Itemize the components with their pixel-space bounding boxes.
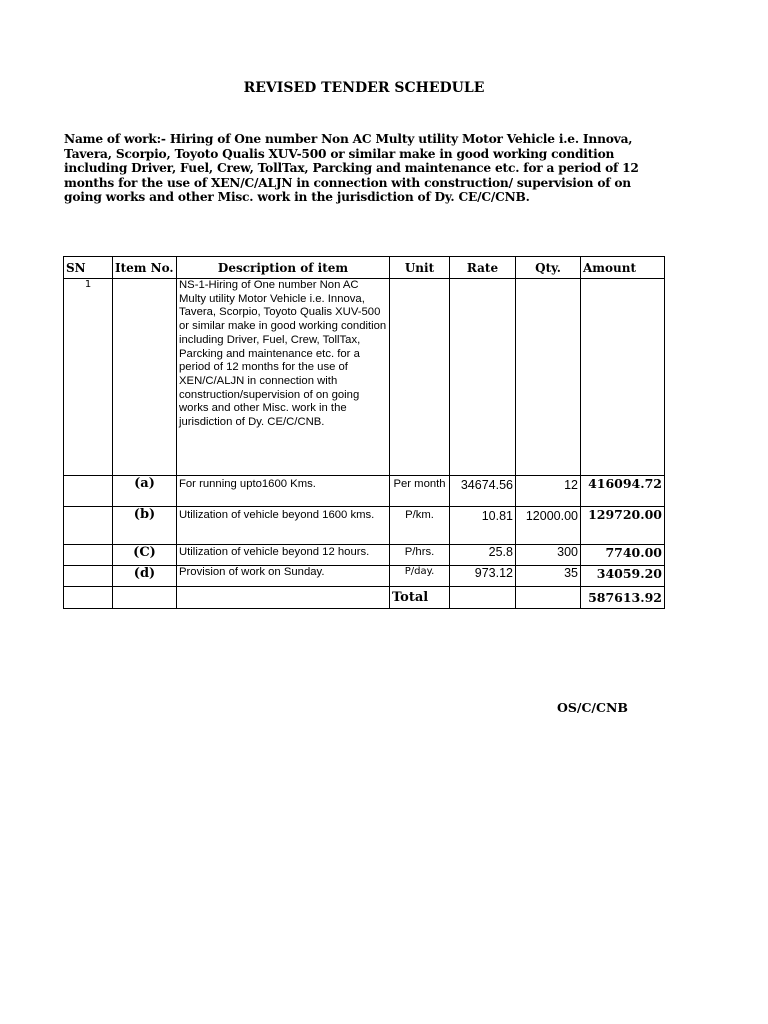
cell-amount-empty bbox=[581, 279, 665, 476]
cell-main-description: NS-1-Hiring of One number Non AC Multy utility Motor Vehicle i.e. Innova, Tavera, Scorpio, Toyoto Qualis XUV-500 or similar make in good working condition including Driver, Fuel, Crew, TollTax, Parcking and maintenance etc. for a period of 12 months for the use of XEN/C/ALJN in connection with construction/supervision of on going works and other Misc. work in the jurisdiction of Dy. CE/C/CNB. bbox=[177, 279, 390, 476]
tender-schedule-table bbox=[63, 256, 665, 609]
cell-empty bbox=[450, 587, 516, 609]
cell-amount: 416094.72 bbox=[581, 476, 665, 507]
header-description: Description of item bbox=[177, 257, 390, 279]
total-label: Total bbox=[390, 587, 450, 609]
cell-unit: P/km. bbox=[390, 507, 450, 545]
cell-unit-empty bbox=[390, 279, 450, 476]
table-row bbox=[64, 566, 665, 587]
cell-empty bbox=[64, 566, 113, 587]
header-amount: Amount bbox=[581, 257, 665, 279]
table-row bbox=[64, 507, 665, 545]
cell-description: Provision of work on Sunday. bbox=[177, 566, 390, 587]
cell-amount: 34059.20 bbox=[581, 566, 665, 587]
cell-empty bbox=[64, 545, 113, 566]
table-row bbox=[64, 545, 665, 566]
total-amount: 587613.92 bbox=[581, 587, 665, 609]
cell-item-no: (b) bbox=[113, 507, 177, 545]
cell-empty bbox=[64, 507, 113, 545]
cell-rate: 973.12 bbox=[450, 566, 516, 587]
cell-sn: 1 bbox=[64, 279, 113, 476]
cell-item-no: (d) bbox=[113, 566, 177, 587]
cell-rate-empty bbox=[450, 279, 516, 476]
cell-item-no-empty bbox=[113, 279, 177, 476]
cell-rate: 10.81 bbox=[450, 507, 516, 545]
cell-description: Utilization of vehicle beyond 1600 kms. bbox=[177, 507, 390, 545]
cell-amount: 129720.00 bbox=[581, 507, 665, 545]
header-item-no: Item No. bbox=[113, 257, 177, 279]
table-row bbox=[64, 476, 665, 507]
cell-empty bbox=[113, 587, 177, 609]
cell-unit: Per month bbox=[390, 476, 450, 507]
header-sn: SN bbox=[64, 257, 113, 279]
cell-empty bbox=[516, 587, 581, 609]
cell-qty: 12000.00 bbox=[516, 507, 581, 545]
cell-empty bbox=[177, 587, 390, 609]
table-header-row bbox=[64, 257, 665, 279]
header-rate: Rate bbox=[450, 257, 516, 279]
office-signature: OS/C/CNB bbox=[557, 700, 628, 715]
cell-description: Utilization of vehicle beyond 12 hours. bbox=[177, 545, 390, 566]
table-total-row bbox=[64, 587, 665, 609]
cell-rate: 25.8 bbox=[450, 545, 516, 566]
cell-item-no: (C) bbox=[113, 545, 177, 566]
cell-qty: 300 bbox=[516, 545, 581, 566]
name-of-work-text: Hiring of One number Non AC Multy utility Motor Vehicle i.e. Innova, Tavera, Scorpio, Toyoto Qualis XUV-500 or similar make in good working condition including Driver, Fuel, Crew, TollTax, Parcking and maintenance etc. for a period of 12 months for the use of XEN/C/ALJN in connection with construction/ supervision of on going works and other Misc. work in the jurisdiction of Dy. CE/C/CNB. bbox=[64, 132, 639, 204]
cell-empty bbox=[64, 476, 113, 507]
header-unit: Unit bbox=[390, 257, 450, 279]
cell-item-no: (a) bbox=[113, 476, 177, 507]
cell-empty bbox=[64, 587, 113, 609]
cell-unit: P/hrs. bbox=[390, 545, 450, 566]
name-of-work-paragraph bbox=[64, 132, 664, 205]
table-row-main bbox=[64, 279, 665, 476]
name-of-work-label: Name of work:- bbox=[64, 132, 166, 146]
cell-rate: 34674.56 bbox=[450, 476, 516, 507]
cell-qty-empty bbox=[516, 279, 581, 476]
cell-qty: 35 bbox=[516, 566, 581, 587]
cell-amount: 7740.00 bbox=[581, 545, 665, 566]
cell-unit: P/day. bbox=[390, 566, 450, 587]
header-qty: Qty. bbox=[516, 257, 581, 279]
document-title: REVISED TENDER SCHEDULE bbox=[243, 80, 485, 96]
cell-description: For running upto1600 Kms. bbox=[177, 476, 390, 507]
cell-qty: 12 bbox=[516, 476, 581, 507]
